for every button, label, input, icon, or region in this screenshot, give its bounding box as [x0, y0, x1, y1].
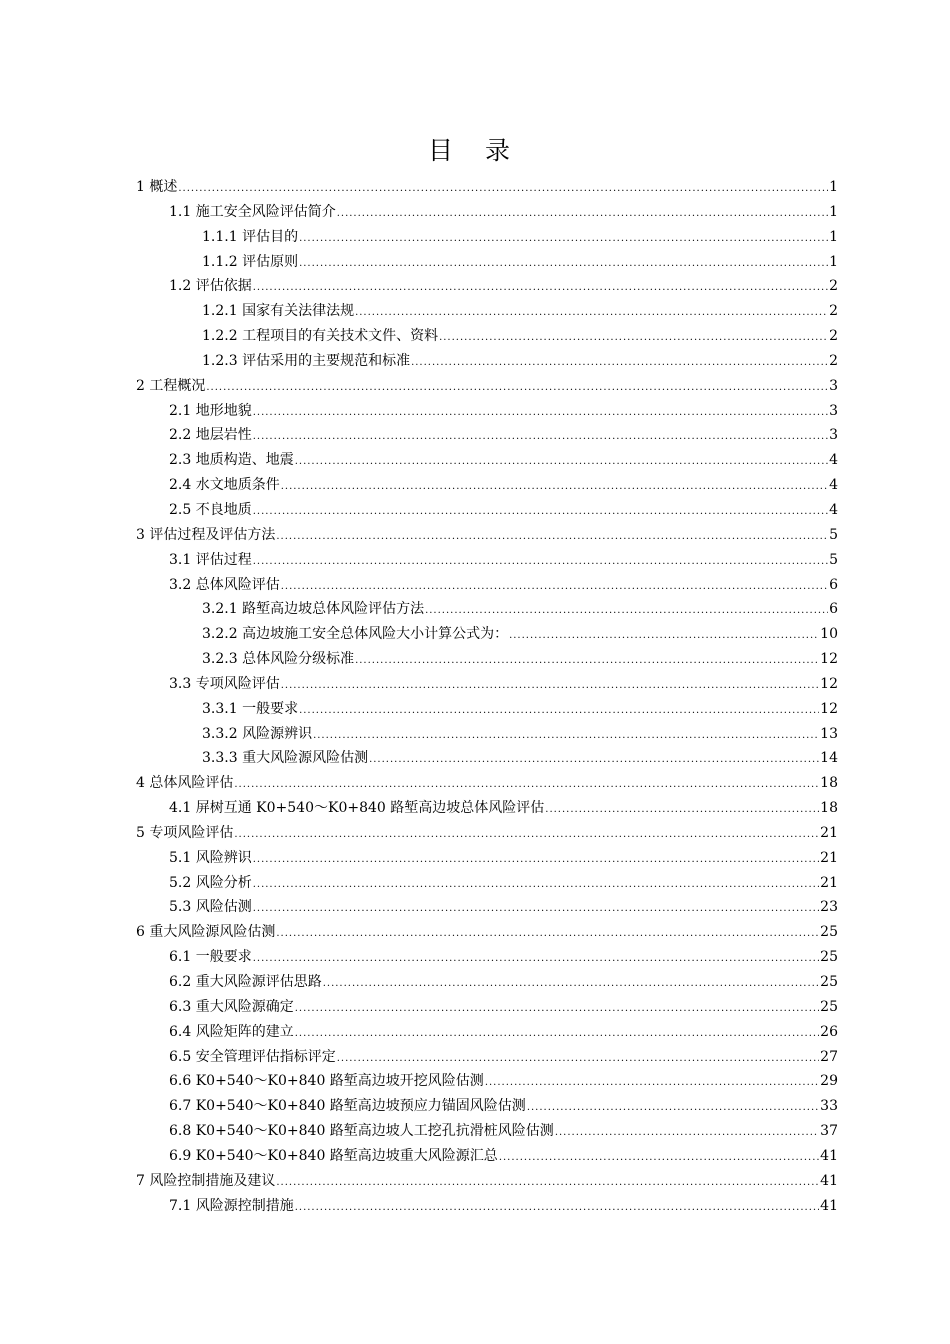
toc-page-number: 4 [829, 501, 838, 518]
toc-page-number: 41 [820, 1147, 838, 1164]
toc-entry[interactable] [136, 1020, 838, 1045]
toc-page-number: 1 [829, 203, 838, 220]
toc-entry[interactable] [136, 448, 838, 473]
toc-page-number: 5 [829, 551, 838, 568]
toc-page-number: 21 [820, 824, 838, 841]
toc-page-number: 18 [820, 800, 838, 817]
toc-entry-text: 5.2 风险分析 [169, 874, 252, 891]
toc-entry-text: 3.3.2 风险源辨识 [202, 725, 313, 742]
toc-page-number: 3 [829, 427, 838, 444]
toc-page-number: 21 [820, 849, 838, 866]
toc-entry-text: 4 总体风险评估 [136, 775, 234, 792]
toc-entry[interactable] [136, 895, 838, 920]
toc-page-number: 33 [820, 1098, 838, 1115]
dot-leader [355, 301, 828, 326]
toc-entry-text: 3.2.2 高边坡施工安全总体风险大小计算公式为： [202, 626, 509, 643]
toc-page-number: 25 [820, 974, 838, 990]
dot-leader [299, 252, 828, 277]
toc-entry-text: 6.7 K0+540～K0+840 路堑高边坡预应力锚固风险估测 [169, 1098, 526, 1115]
toc-entry[interactable] [136, 200, 838, 225]
toc-entry[interactable] [136, 846, 838, 871]
dot-leader [253, 401, 828, 426]
toc-page-number: 12 [820, 651, 838, 668]
dot-leader [253, 947, 819, 972]
dot-leader [253, 425, 828, 450]
toc-page-number: 1 [829, 179, 838, 195]
dot-leader [545, 798, 819, 823]
toc-entry[interactable] [136, 746, 838, 771]
toc-entry[interactable] [136, 399, 838, 424]
toc-page-number: 27 [820, 1048, 838, 1065]
toc-page-number: 14 [820, 750, 838, 767]
toc-entry-text: 7 风险控制措施及建议 [136, 1172, 276, 1189]
toc-entry[interactable] [136, 597, 838, 622]
dot-leader [439, 326, 828, 351]
dot-leader [355, 649, 819, 674]
dot-leader [234, 823, 819, 848]
toc-entry-text: 1.1.1 评估目的 [202, 228, 299, 245]
dot-leader [299, 227, 828, 252]
toc-entry-text: 3.3 专项风险评估 [169, 675, 280, 692]
dot-leader [323, 972, 819, 997]
toc-entry[interactable] [136, 1169, 838, 1194]
toc-entry-text: 6.8 K0+540～K0+840 路堑高边坡人工挖孔抗滑桩风险估测 [169, 1123, 554, 1140]
dot-leader [337, 202, 828, 227]
toc-page-number: 1 [829, 253, 838, 270]
toc-page-number: 13 [820, 725, 838, 742]
toc-entry[interactable] [136, 871, 838, 896]
toc-entry[interactable] [136, 1045, 838, 1070]
toc-entry[interactable] [136, 523, 838, 548]
toc-entry[interactable] [136, 1194, 838, 1219]
toc-page-number: 5 [829, 526, 838, 543]
dot-leader [425, 599, 828, 624]
dot-leader [411, 351, 828, 376]
toc-page-number: 25 [820, 998, 838, 1015]
toc-entry-text: 1.2.3 评估采用的主要规范和标准 [202, 352, 411, 369]
dot-leader [206, 376, 828, 401]
dot-leader [281, 674, 819, 699]
dot-leader [527, 1096, 819, 1121]
toc-entry-text: 3.2 总体风险评估 [169, 576, 280, 593]
toc-page-number: 37 [820, 1123, 838, 1140]
toc-entry[interactable] [136, 423, 838, 448]
dot-leader [253, 897, 819, 922]
toc-page-number: 41 [820, 1197, 838, 1214]
toc-entry-text: 6.5 安全管理评估指标评定 [169, 1048, 336, 1065]
toc-entry-text: 1 概述 [136, 179, 178, 195]
toc-entry-text: 3.3.3 重大风险源风险估测 [202, 750, 369, 767]
toc-entry[interactable] [136, 175, 838, 200]
dot-leader [499, 1146, 819, 1171]
toc-entry[interactable] [136, 250, 838, 275]
toc-entry[interactable] [136, 821, 838, 846]
toc-page-number: 41 [820, 1172, 838, 1189]
toc-entry-text: 2.3 地质构造、地震 [169, 452, 294, 469]
toc-entry-text: 5.3 风险估测 [169, 899, 252, 916]
toc-entry-text: 3.2.1 路堑高边坡总体风险评估方法 [202, 601, 425, 618]
toc-entry-text: 6.4 风险矩阵的建立 [169, 1023, 294, 1040]
toc-entry[interactable] [136, 225, 838, 250]
toc-page-number: 2 [829, 278, 838, 295]
toc-entry[interactable] [136, 1119, 838, 1144]
toc-entry[interactable] [136, 920, 838, 945]
toc-entry-text: 3.2.3 总体风险分级标准 [202, 651, 355, 668]
toc-entry-text: 5.1 风险辨识 [169, 849, 252, 866]
toc-entry-text: 7.1 风险源控制措施 [169, 1197, 294, 1214]
toc-entry-text: 2.2 地层岩性 [169, 427, 252, 444]
dot-leader [253, 848, 819, 873]
dot-leader [276, 1171, 819, 1196]
toc-page-number: 23 [820, 899, 838, 916]
toc-entry-text: 1.2.1 国家有关法律法规 [202, 303, 355, 320]
toc-entry[interactable] [136, 1144, 838, 1169]
toc-entry-text: 2.1 地形地貌 [169, 402, 252, 419]
toc-entry[interactable] [136, 697, 838, 722]
toc-page-number: 12 [820, 675, 838, 692]
toc-entry[interactable] [136, 1094, 838, 1119]
dot-leader [281, 475, 828, 500]
dot-leader [253, 873, 819, 898]
toc-entry-text: 6.3 重大风险源确定 [169, 998, 294, 1015]
dot-leader [337, 1047, 819, 1072]
toc-entry-text: 1.1 施工安全风险评估简介 [169, 203, 336, 220]
toc-entry[interactable] [136, 672, 838, 697]
dot-leader [178, 177, 828, 202]
toc-entry-text: 3 评估过程及评估方法 [136, 526, 276, 543]
toc-page-number: 3 [829, 402, 838, 419]
toc-page-number: 4 [829, 452, 838, 469]
toc-entry-text: 1.2 评估依据 [169, 278, 252, 295]
toc-entry-text: 6 重大风险源风险估测 [136, 924, 276, 941]
toc-entry[interactable] [136, 995, 838, 1020]
dot-leader [276, 525, 828, 550]
toc-entry-text: 1.2.2 工程项目的有关技术文件、资料 [202, 328, 439, 345]
toc-page-number: 18 [820, 775, 838, 792]
toc-entry-text: 3.1 评估过程 [169, 551, 252, 568]
toc-entry[interactable] [136, 498, 838, 523]
toc-entry[interactable] [136, 796, 838, 821]
toc-page-number: 21 [820, 874, 838, 891]
toc-page-number: 12 [820, 700, 838, 717]
toc-page-number: 6 [829, 576, 838, 593]
toc-title: 目 录 [428, 136, 522, 165]
toc-page-number: 2 [829, 328, 838, 345]
toc-entry[interactable] [136, 349, 838, 374]
toc-entry-text: 6.2 重大风险源评估思路 [169, 974, 322, 990]
dot-leader [281, 575, 828, 600]
toc-page-number: 1 [829, 228, 838, 245]
toc-entry[interactable] [136, 622, 838, 647]
dot-leader [295, 1022, 819, 1047]
toc-page-number: 2 [829, 303, 838, 320]
dot-leader [509, 624, 819, 649]
toc-entry[interactable] [136, 473, 838, 498]
toc-entry-text: 4.1 屏树互通 K0+540～K0+840 路堑高边坡总体风险评估 [169, 800, 545, 817]
toc-entry[interactable] [136, 1069, 838, 1094]
toc-entry-text: 3.3.1 一般要求 [202, 700, 299, 717]
toc-entry[interactable] [136, 299, 838, 324]
dot-leader [299, 699, 819, 724]
dot-leader [234, 773, 819, 798]
toc-entry-text: 2.4 水文地质条件 [169, 477, 280, 494]
dot-leader [295, 450, 828, 475]
toc-page-number: 29 [820, 1073, 838, 1090]
toc-entry[interactable] [136, 573, 838, 598]
toc-page-number: 3 [829, 377, 838, 394]
toc-entry-text: 1.1.2 评估原则 [202, 253, 299, 270]
toc-entry[interactable] [136, 324, 838, 349]
toc-entry-text: 5 专项风险评估 [136, 824, 234, 841]
toc-entry[interactable] [136, 374, 838, 399]
toc-entry[interactable] [136, 771, 838, 796]
toc-entry-text: 6.9 K0+540～K0+840 路堑高边坡重大风险源汇总 [169, 1147, 498, 1164]
toc-page-number: 10 [820, 626, 838, 643]
toc-entry-text: 6.1 一般要求 [169, 949, 252, 966]
toc-entry[interactable] [136, 970, 838, 995]
dot-leader [295, 997, 819, 1022]
dot-leader [485, 1071, 819, 1096]
toc-entry-text: 6.6 K0+540～K0+840 路堑高边坡开挖风险估测 [169, 1073, 484, 1090]
dot-leader [253, 276, 828, 301]
toc-page-number: 25 [820, 949, 838, 966]
toc-page-number: 2 [829, 352, 838, 369]
toc-page-number: 25 [820, 924, 838, 941]
toc-page-number: 6 [829, 601, 838, 618]
dot-leader [253, 500, 828, 525]
toc-entry[interactable] [136, 722, 838, 747]
toc-entry[interactable] [136, 548, 838, 573]
dot-leader [276, 922, 819, 947]
toc-page-number: 26 [820, 1023, 838, 1040]
toc-entry[interactable] [136, 274, 838, 299]
toc-entry[interactable] [136, 945, 838, 970]
toc-entry-text: 2.5 不良地质 [169, 501, 252, 518]
dot-leader [253, 550, 828, 575]
toc-entry-text: 2 工程概况 [136, 377, 206, 394]
dot-leader [295, 1196, 819, 1221]
table-of-contents [136, 175, 838, 1218]
dot-leader [369, 748, 819, 773]
toc-page-number: 4 [829, 477, 838, 494]
dot-leader [555, 1121, 819, 1146]
dot-leader [313, 724, 819, 749]
toc-entry[interactable] [136, 647, 838, 672]
